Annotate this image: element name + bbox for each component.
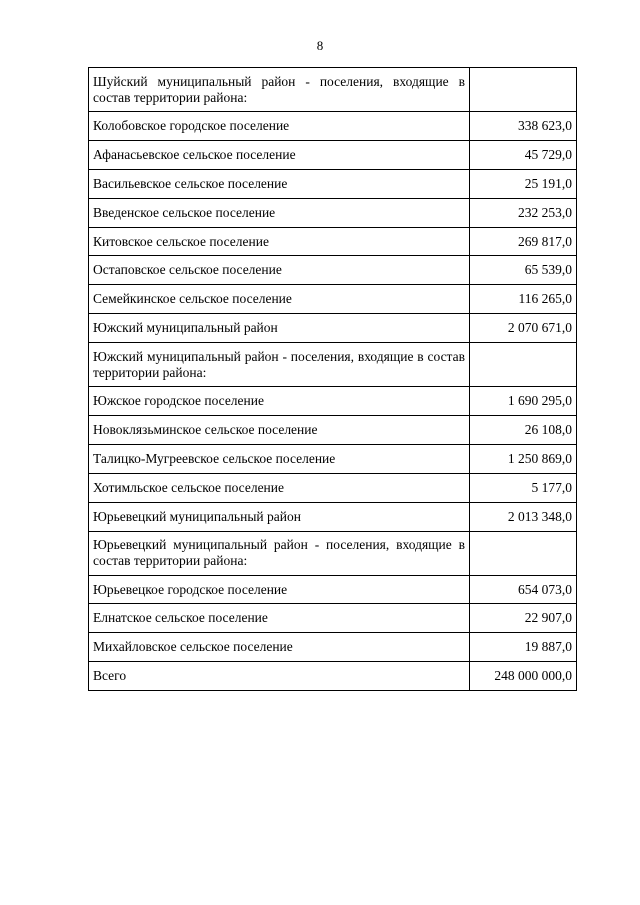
amount-cell: 2 013 348,0 [470, 502, 577, 531]
table-row [89, 416, 577, 445]
table-row [89, 169, 577, 198]
amount-cell: 1 250 869,0 [470, 444, 577, 473]
amount-cell: 232 253,0 [470, 198, 577, 227]
amount-cell: 19 887,0 [470, 633, 577, 662]
table-row [89, 140, 577, 169]
settlement-name-cell: Елнатское сельское поселение [89, 604, 470, 633]
table-row [89, 502, 577, 531]
table-row [89, 256, 577, 285]
amount-cell [470, 531, 577, 575]
district-name-cell: Юрьевецкий муниципальный район [89, 502, 470, 531]
settlement-name-cell: Афанасьевское сельское поселение [89, 140, 470, 169]
amount-cell [470, 68, 577, 112]
table-row [89, 444, 577, 473]
page-number: 8 [316, 38, 324, 53]
amount-cell: 5 177,0 [470, 473, 577, 502]
table-row [89, 285, 577, 314]
table-row [89, 112, 577, 141]
amount-cell: 22 907,0 [470, 604, 577, 633]
table-row [89, 343, 577, 387]
settlement-name-cell: Семейкинское сельское поселение [89, 285, 470, 314]
table-row [89, 68, 577, 112]
amount-cell: 45 729,0 [470, 140, 577, 169]
table-row [89, 314, 577, 343]
settlement-name-cell: Южское городское поселение [89, 387, 470, 416]
settlement-name-cell: Васильевское сельское поселение [89, 169, 470, 198]
amount-cell: 1 690 295,0 [470, 387, 577, 416]
table-row [89, 473, 577, 502]
settlement-name-cell: Китовское сельское поселение [89, 227, 470, 256]
table-row [89, 531, 577, 575]
table-row [89, 387, 577, 416]
settlement-name-cell: Михайловское сельское поселение [89, 633, 470, 662]
amount-cell [470, 343, 577, 387]
settlement-name-cell: Новоклязьминское сельское поселение [89, 416, 470, 445]
table-row [89, 198, 577, 227]
table-row [89, 575, 577, 604]
settlement-name-cell: Остаповское сельское поселение [89, 256, 470, 285]
settlement-name-cell: Юрьевецкое городское поселение [89, 575, 470, 604]
table-row [89, 633, 577, 662]
amount-cell: 654 073,0 [470, 575, 577, 604]
settlement-name-cell: Южский муниципальный район - поселения, входящие в состав территории района: [89, 343, 470, 387]
settlement-name-cell: Хотимльское сельское поселение [89, 473, 470, 502]
table-row [89, 662, 577, 691]
amount-cell: 2 070 671,0 [470, 314, 577, 343]
settlement-name-cell: Талицко-Мугреевское сельское поселение [89, 444, 470, 473]
settlement-name-cell: Юрьевецкий муниципальный район - поселения, входящие в состав территории района: [89, 531, 470, 575]
amount-cell: 25 191,0 [470, 169, 577, 198]
total-label-cell: Всего [89, 662, 470, 691]
amount-cell: 65 539,0 [470, 256, 577, 285]
budget-allocation-table [88, 67, 577, 691]
settlement-name-cell: Шуйский муниципальный район - поселения, входящие в состав территории района: [89, 68, 470, 112]
amount-cell: 269 817,0 [470, 227, 577, 256]
amount-cell: 26 108,0 [470, 416, 577, 445]
settlement-name-cell: Колобовское городское поселение [89, 112, 470, 141]
settlement-name-cell: Введенское сельское поселение [89, 198, 470, 227]
amount-cell: 338 623,0 [470, 112, 577, 141]
table-row [89, 227, 577, 256]
amount-cell: 116 265,0 [470, 285, 577, 314]
district-name-cell: Южский муниципальный район [89, 314, 470, 343]
table-row [89, 604, 577, 633]
total-amount-cell: 248 000 000,0 [470, 662, 577, 691]
